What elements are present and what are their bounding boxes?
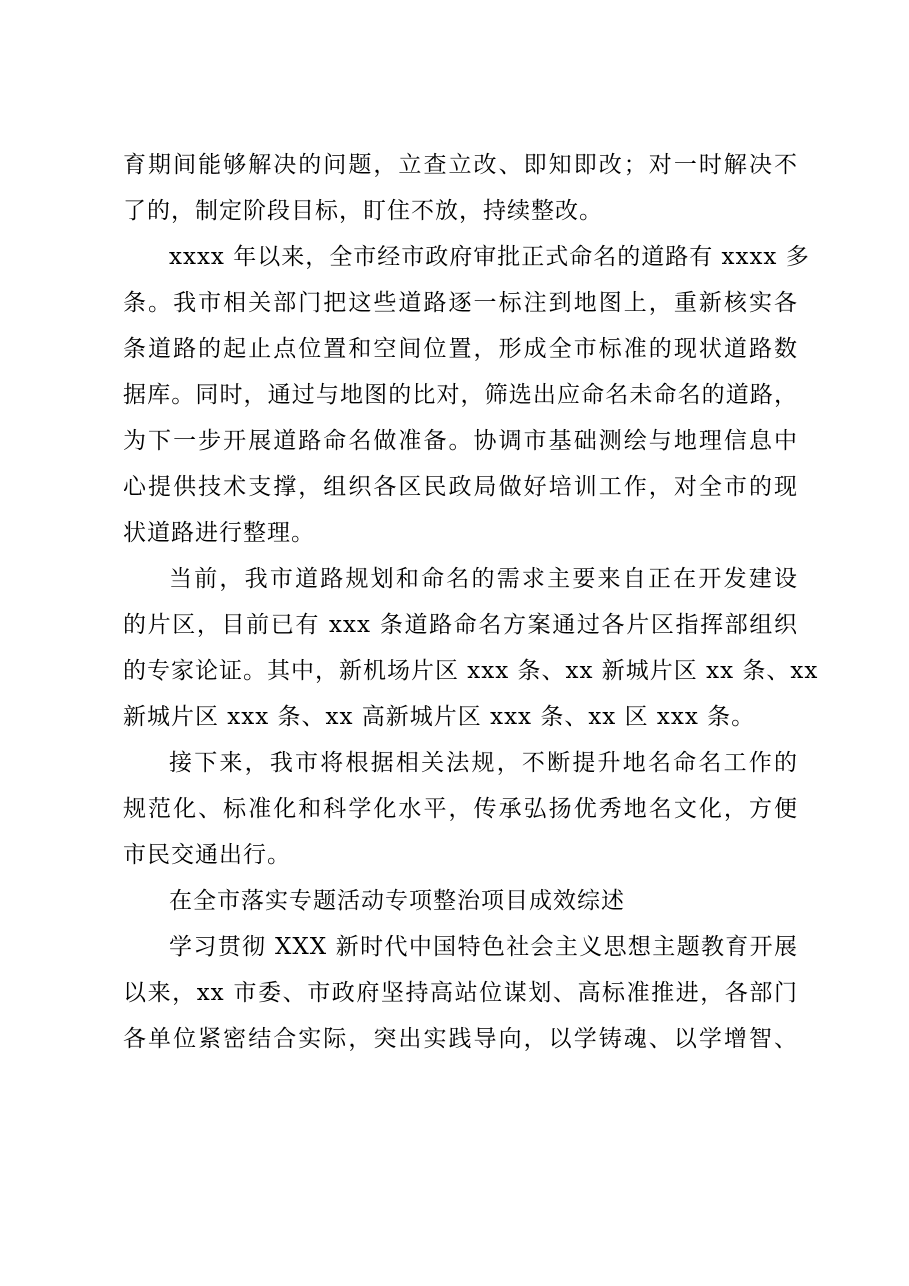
text-line: 学习贯彻 XXX 新时代中国特色社会主义思想主题教育开展 xyxy=(169,934,798,960)
text-line: 的专家论证。其中，新机场片区 xxx 条、xx 新城片区 xx 条、xx xyxy=(123,658,819,684)
text-line: 条道路的起止点位置和空间位置，形成全市标准的现状道路数 xyxy=(123,336,798,362)
text-line: 条。我市相关部门把这些道路逐一标注到地图上，重新核实各 xyxy=(123,290,798,316)
paragraph-4 xyxy=(123,740,798,878)
text-line: 规范化、标准化和科学化水平，传承弘扬优秀地名文化，方便 xyxy=(123,796,798,822)
text-line: 当前，我市道路规划和命名的需求主要来自正在开发建设 xyxy=(169,566,798,592)
paragraph-2 xyxy=(123,234,810,556)
text-line: xxxx 年以来，全市经市政府审批正式命名的道路有 xxxx 多 xyxy=(169,244,810,270)
text-line: 据库。同时，通过与地图的比对，筛选出应命名未命名的道路， xyxy=(123,382,798,408)
text-line: 育期间能够解决的问题，立查立改、即知即改；对一时解决不 xyxy=(123,152,798,178)
text-line: 心提供技术支撑，组织各区民政局做好培训工作，对全市的现 xyxy=(123,474,798,500)
text-line: 的片区，目前已有 xxx 条道路命名方案通过各片区指挥部组织 xyxy=(123,612,798,638)
paragraph-3 xyxy=(123,556,819,740)
text-line: 状道路进行整理。 xyxy=(123,520,315,546)
text-line: 接下来，我市将根据相关法规，不断提升地名命名工作的 xyxy=(169,750,798,776)
text-line: 市民交通出行。 xyxy=(123,842,291,868)
document-page xyxy=(123,142,819,1062)
section-title xyxy=(123,878,798,924)
text-line: 在全市落实专题活动专项整治项目成效综述 xyxy=(169,888,625,914)
text-line: 新城片区 xxx 条、xx 高新城片区 xxx 条、xx 区 xxx 条。 xyxy=(123,704,756,730)
text-line: 为下一步开展道路命名做准备。协调市基础测绘与地理信息中 xyxy=(123,428,798,454)
text-line: 各单位紧密结合实际，突出实践导向，以学铸魂、以学增智、 xyxy=(123,1026,798,1052)
text-line: 以来，xx 市委、市政府坚持高站位谋划、高标准推进，各部门 xyxy=(123,980,798,1006)
paragraph-5 xyxy=(123,924,798,1062)
paragraph-1 xyxy=(123,142,798,234)
text-line: 了的，制定阶段目标，盯住不放，持续整改。 xyxy=(123,198,603,224)
